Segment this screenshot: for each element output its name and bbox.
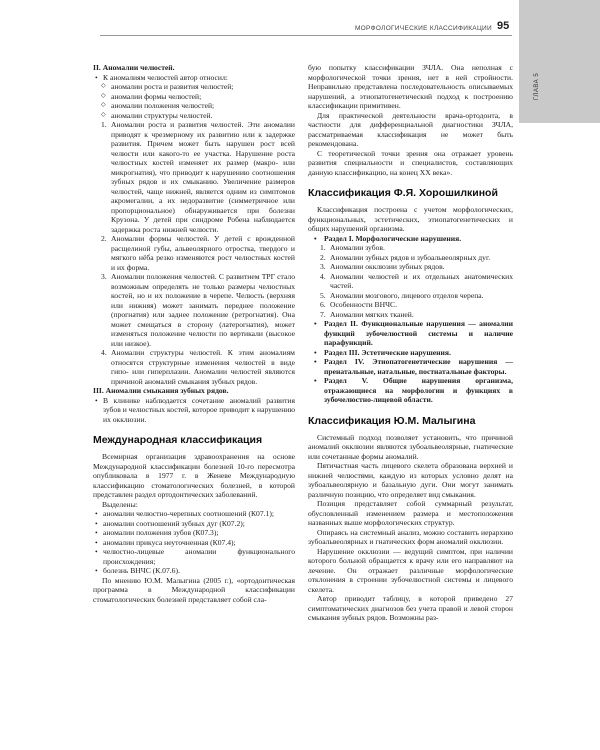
paragraph: Автор приводит таблицу, в которой приведено 27 симптоматических диагнозов без учета правой и левой сторон смыкания зубных рядов. Возможны раз- (308, 594, 513, 622)
bullet-list (93, 73, 295, 83)
chapter-tab (519, 0, 600, 123)
list-item: • К аномалиям челюстей автор относил: (93, 73, 295, 83)
paragraph: Выделены: (102, 499, 138, 509)
item-number: 3. (101, 272, 107, 281)
item-text: Аномалии мягких тканей. (330, 309, 414, 319)
header-rule (100, 35, 512, 36)
paragraph: Всемирная организация здравоохранения на основе Международной классификации болезней 10-го пересмотра опубликовала в 1977 г. в Женеве Международную классификацию стоматологических болезней, в которой представлен раздел ортодонтических заболеваний. (93, 452, 295, 499)
section-title: III. Аномалии смыкания зубных рядов. (93, 386, 229, 395)
item-number: 7. (320, 309, 326, 319)
item-number: 1. (320, 243, 326, 252)
list-item: ◇ аномалии структуры челюстей. (93, 111, 295, 121)
section-item: • Раздел IV. Этиопатогенетические нарушения — пренатальные, натальные, постнатальные факторы. (308, 357, 513, 376)
item-text: Особенности ВНЧС. (330, 300, 397, 309)
heading-khoroshilkina: Классификация Ф.Я. Хорошилкиной (308, 187, 498, 199)
running-head: МОРФОЛОГИЧЕСКИЕ КЛАССИФИКАЦИИ (354, 25, 492, 32)
list-item: • челюстно-лицевые аномалии функционального происхождения; (93, 547, 295, 566)
paragraph: Для практической деятельности врача-ортодонта, в частности для дифференциальной диагностики ЗЧЛА, рассматриваемая классификация не может быть рекомендована. (308, 110, 513, 148)
sections-list (308, 234, 513, 244)
paragraph: бую попытку классификации ЗЧЛА. Она неполная с морфологической точки зрения, нет в ней стройности. Неправильно представлена последовательность описываемых нарушений, а этиопатогенетический подход к построению классификации примитивен. (308, 63, 513, 110)
section-item: • Раздел II. Функциональные нарушения — аномалии функций зубочелюстной системы и наличие парафункций. (308, 319, 513, 348)
morphology-list (308, 243, 513, 319)
item-text: Аномалии положения челюстей. С развитием ТРГ стало возможным определять не только размеры челюстных костей, но и их положение в черепе. Челюсть (верхняя или нижняя) может занимать переднее положение (прогнатия) или заднее положение (ретрогнатия). Она может смещаться в сторону (латерогнатия), может изменяться положение челюсти по вертикали (высокое или низкое). (111, 272, 295, 348)
item-text: Аномалии окклюзии зубных рядов. (330, 262, 445, 271)
chapter-tab-label: ГЛАВА 5 (534, 72, 540, 100)
list-item (93, 120, 295, 234)
item-text: Аномалии структуры челюстей. К этим аномалиям относятся структурные изменения челюстей в виде гипо- или гиперплазии. Аномалии челюстей являются причиной аномалий смыкания зубных рядов. (111, 348, 295, 386)
bullet-list (93, 396, 295, 425)
paragraph: Позиция представляет собой суммарный результат, обусловленный изменением размера и местоположения названных выше морфологических структур. (308, 499, 513, 527)
item-number: 4. (101, 348, 107, 357)
item-number: 3. (320, 262, 326, 271)
heading-international: Международная классификация (93, 434, 263, 446)
item-number: 6. (320, 300, 326, 309)
list-item (308, 291, 513, 301)
item-number: 5. (320, 290, 326, 300)
anomaly-types-list (93, 82, 295, 120)
section-item: • Раздел III. Эстетические нарушения. (308, 348, 513, 358)
list-item: • аномалии соотношений зубных дуг (К07.2); (93, 519, 295, 529)
paragraph: С теоретической точки зрения она отражает уровень развития специальности и специалистов, составляющих данную классификацию, на конец XX века». (308, 148, 513, 177)
item-text: Аномалии зубных рядов и зубоальвеолярных дуг. (330, 252, 491, 262)
list-item (308, 310, 513, 320)
list-item (93, 348, 295, 386)
list-item (308, 253, 513, 263)
paragraph: Классификация построена с учетом морфологических, функциональных, эстетических, этиопатогенетических и общих нарушений организма. (308, 205, 513, 233)
list-item: • аномалии положения зубов (К07.3); (93, 528, 295, 538)
item-number: 2. (320, 252, 326, 262)
page-number: 95 (497, 20, 510, 32)
list-item: • аномалии прикуса неуточненная (К07.4); (93, 538, 295, 548)
list-item (308, 243, 513, 253)
list-item (308, 272, 513, 291)
paragraph: Системный подход позволяет установить, что причиной аномалий окклюзии являются зубоальвеолярные, гнатические или сочетанные формы аномалий. (308, 432, 513, 461)
paragraph: Нарушение окклюзии — ведущий симптом, при наличии которого больной обращается к врачу или его направляют на лечение. Он отражает различные морфологические отклонения в строении зубочелюстной системы и лицевого скелета. (308, 546, 513, 594)
paragraph: По мнению Ю.М. Малыгина (2005 г.), «ортодонтическая программа в Международной классификации стоматологических болезней представляет собой сла- (93, 575, 295, 604)
list-item: • болезнь ВНЧС (К.07.6). (93, 566, 295, 576)
left-column (93, 63, 295, 604)
list-item (308, 300, 513, 310)
list-item: • аномалии челюстно-черепных соотношений (К07.1); (93, 509, 295, 519)
item-text: Аномалии челюстей и их отдельных анатомических частей. (330, 271, 513, 290)
list-item (93, 272, 295, 348)
list-item: ◇ аномалии формы челюстей; (93, 92, 295, 102)
item-text: Аномалии зубов. (330, 243, 385, 252)
sections-list (308, 319, 513, 405)
section-title: II. Аномалии челюстей. (93, 63, 175, 72)
paragraph: Пятичастная часть лицевого скелета образована верхней и нижней челюстями, каждую из которых условно делят на зубоальвеолярную и базальную дуги. Они могут занимать различную позицию, что определяет вид смыкания. (308, 461, 513, 499)
list-item (308, 262, 513, 272)
item-number: 1. (101, 120, 107, 129)
item-text: Аномалии роста и развития челюстей. Эти аномалии приводят к чрезмерному их развитию или к задержке развития. Причем может быть нарушен рост всей челюсти или какого-то ее участка. Нарушение роста челюстных костей изменяет их размер (макро- или микрогнатия), что приводит к нарушению соотношения зубных рядов и их смыканию. Увеличение размеров челюстей, чаще нижней, является одним из симптомов акромегалии, а их недоразвитие (симметричное или пропорциональное) обнаруживается при болезни Крузона. У детей при синдроме Робена наблюдается задержка роста нижней челюсти. (111, 120, 295, 234)
list-item: ◇ аномалии роста и развития челюстей; (93, 82, 295, 92)
heading-malygin: Классификация Ю.М. Малыгина (308, 414, 476, 427)
icd-list (93, 509, 295, 576)
right-column (308, 63, 513, 623)
list-item: • В клинике наблюдается сочетание аномалий развития зубов и челюстных костей, которое приводит к нарушению их окклюзии. (93, 396, 295, 425)
item-number: 4. (320, 271, 326, 281)
jaw-anomalies-list (93, 120, 295, 386)
paragraph: Опираясь на системный анализ, можно составить иерархию зубоальвеолярных и гнатических форм аномалий окклюзии. (308, 527, 513, 546)
section-item: • Раздел I. Морфологические нарушения. (308, 234, 513, 244)
list-item (93, 234, 295, 272)
section-item: • Раздел V. Общие нарушения организма, отражающиеся на морфологии и функциях в зубочелюстно-лицевой области. (308, 376, 513, 405)
item-text: Аномалии мозгового, лицевого отделов черепа. (330, 290, 484, 300)
item-text: Аномалии формы челюстей. У детей с врожденной расщелиной губы, альвеолярного отростка, твердого и мягкого нёба резко изменяются рост челюстных костей и их форма. (111, 234, 295, 272)
item-number: 2. (101, 234, 107, 243)
list-item: ◇ аномалии положения челюстей; (93, 101, 295, 111)
